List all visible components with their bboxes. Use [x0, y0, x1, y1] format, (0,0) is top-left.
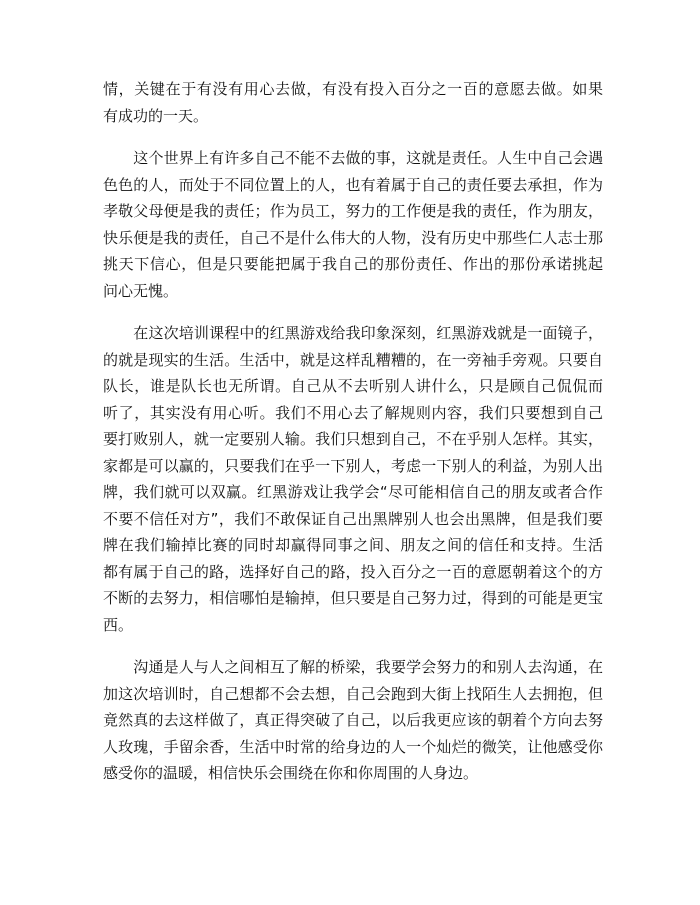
text-line: 不断的去努力，相信哪怕是输掉，但只要是自己努力过，得到的可能是更宝	[103, 589, 603, 607]
paragraph-continuation	[103, 76, 603, 129]
text-line: 人玫瑰，手留余香，生活中时常的给身边的人一个灿烂的微笑，让他感受你	[103, 737, 603, 756]
text-line: 西。	[103, 615, 134, 634]
text-line: 不要不信任对方”，我们不敢保证自己出黑牌别人也会出黑牌，但是我们要	[103, 509, 603, 528]
text-line: 情，关键在于有没有用心去做，有没有投入百分之一百的意愿去做。如果	[103, 80, 603, 98]
text-line: 队长，谁是队长也无所谓。自己从不去听别人讲什么，只是顾自己侃侃而	[103, 377, 603, 395]
paragraph-red-black-game	[103, 320, 603, 638]
text-line: 竟然真的去这样做了，真正得突破了自己，以后我更应该的朝着个方向去努	[103, 711, 603, 729]
paragraph-responsibility	[103, 145, 603, 304]
paragraph-communication	[103, 654, 603, 787]
text-line: 快乐便是我的责任，自己不是什么伟大的人物，没有历史中那些仁人志士那	[103, 228, 603, 247]
text-line: 问心无愧。	[103, 281, 179, 300]
text-line: 都有属于自己的路，选择好自己的路，投入百分之一百的意愿朝着这个的方	[103, 562, 603, 581]
text-line: 孝敬父母便是我的责任；作为员工，努力的工作便是我的责任，作为朋友，	[103, 202, 603, 220]
text-line: 家都是可以赢的，只要我们在乎一下别人，考虑一下别人的利益，为别人出	[103, 456, 603, 475]
text-line: 听了，其实没有用心听。我们不用心去了解规则内容，我们只要想到自己	[103, 403, 603, 422]
text-line: 牌在我们输掉比赛的同时却赢得同事之间、朋友之间的信任和支持。生活	[103, 536, 603, 554]
text-line: 加这次培训时，自己想都不会去想，自己会跑到大街上找陌生人去拥抱，但	[103, 684, 603, 703]
text-line: 沟通是人与人之间相互了解的桥梁，我要学会努力的和别人去沟通，在	[133, 658, 603, 676]
paragraph-gap	[103, 129, 603, 145]
document-body	[103, 76, 603, 787]
paragraph-gap	[103, 304, 603, 320]
text-line: 牌，我们就可以双赢。红黑游戏让我学会“尽可能相信自己的朋友或者合作	[103, 483, 603, 501]
text-line: 这个世界上有许多自己不能不去做的事，这就是责任。人生中自己会遇	[133, 149, 603, 167]
paragraph-gap	[103, 638, 603, 654]
text-line: 在这次培训课程中的红黑游戏给我印象深刻，红黑游戏就是一面镜子，	[133, 324, 603, 342]
text-line: 要打败别人，就一定要别人输。我们只想到自己，不在乎别人怎样。其实，	[103, 430, 603, 448]
text-line: 色色的人，而处于不同位置上的人，也有着属于自己的责任要去承担，作为	[103, 175, 603, 194]
text-line: 感受你的温暖，相信快乐会围绕在你和你周围的人身边。	[103, 764, 479, 782]
text-line: 挑天下信心，但是只要能把属于我自己的那份责任、作出的那份承诺挑起	[103, 255, 603, 273]
text-line: 的就是现实的生活。生活中，就是这样乱糟糟的，在一旁袖手旁观。只要自	[103, 350, 603, 369]
text-line: 有成功的一天。	[103, 106, 209, 125]
